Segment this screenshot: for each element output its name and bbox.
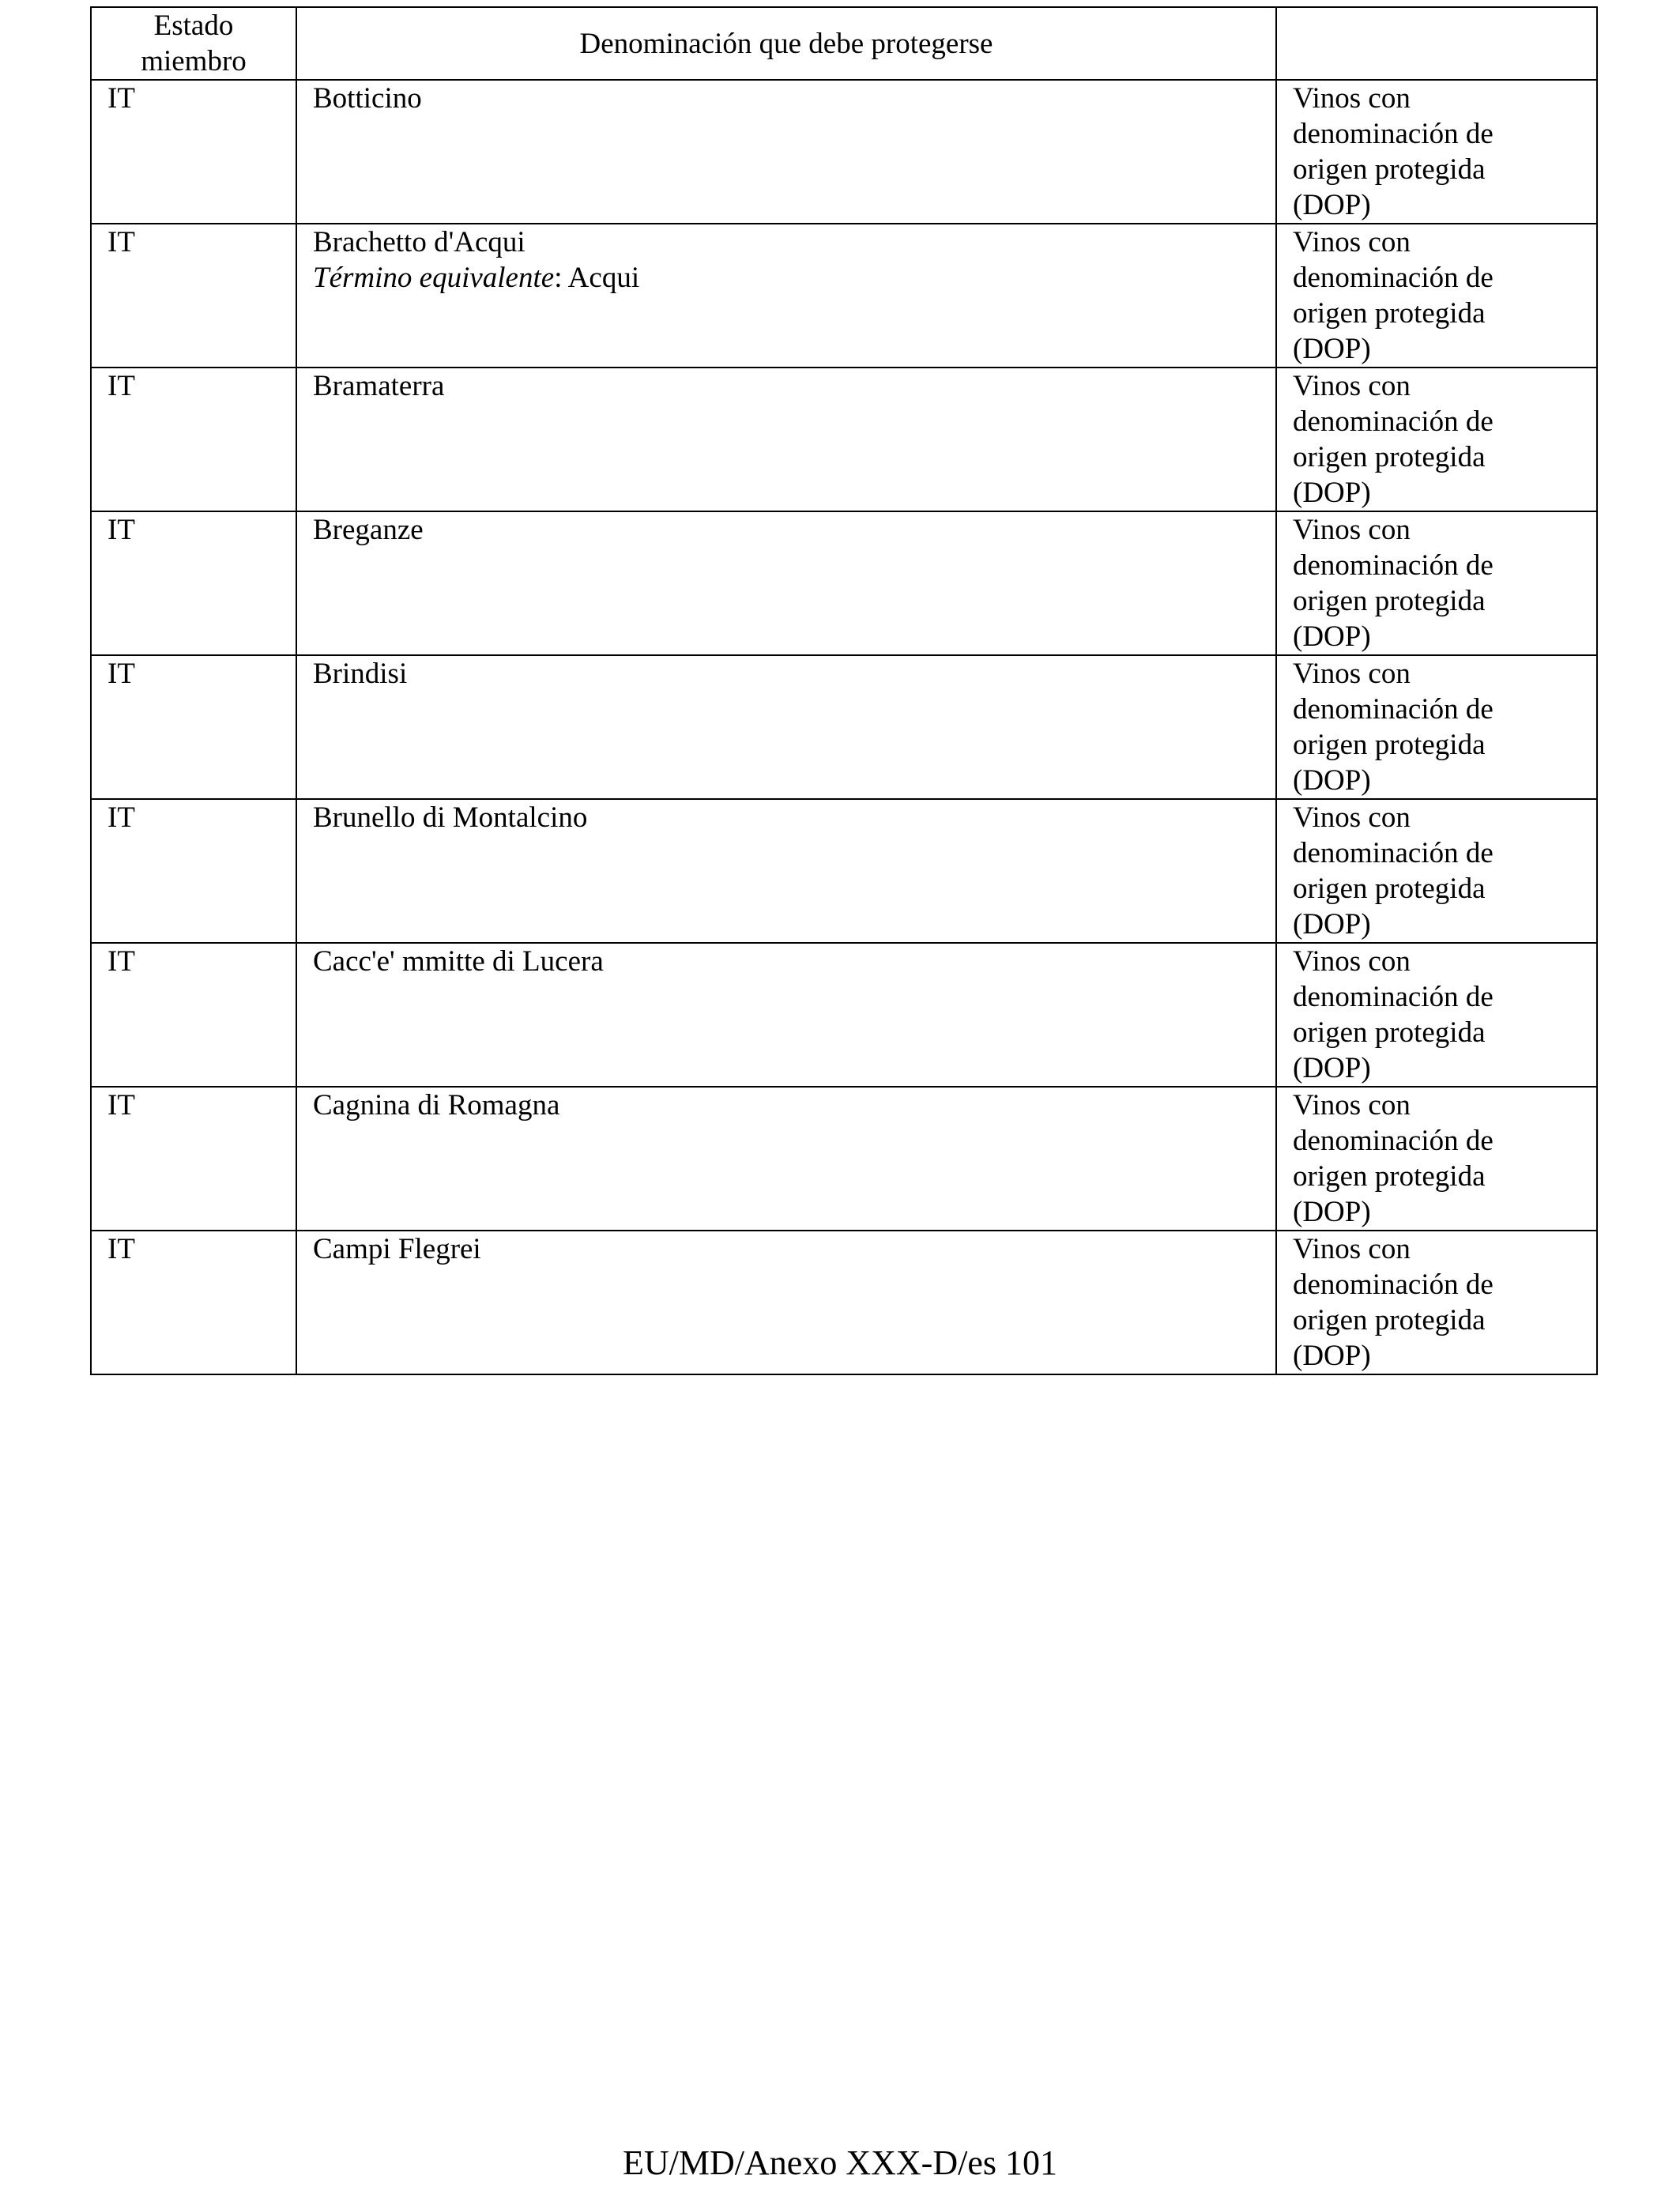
category-line: origen protegida bbox=[1293, 873, 1486, 905]
category-line: denominación de bbox=[1293, 405, 1494, 438]
table-row bbox=[91, 655, 1597, 799]
cell-member-state: IT bbox=[91, 511, 296, 655]
category-line: denominación de bbox=[1293, 262, 1494, 294]
cell-member-state: IT bbox=[91, 1231, 296, 1374]
table-row bbox=[91, 1231, 1597, 1374]
category-line: (DOP) bbox=[1293, 333, 1371, 365]
category-line: denominación de bbox=[1293, 837, 1494, 869]
category-line: origen protegida bbox=[1293, 153, 1486, 186]
equivalent-term bbox=[313, 260, 1260, 296]
category-line: Vinos con bbox=[1293, 1089, 1411, 1122]
category-line: denominación de bbox=[1293, 693, 1494, 726]
category-line: denominación de bbox=[1293, 1269, 1494, 1301]
category-line: (DOP) bbox=[1293, 1196, 1371, 1228]
header-member-state-line2: miembro bbox=[141, 45, 247, 77]
cell-denomination bbox=[296, 1087, 1276, 1231]
category-line: origen protegida bbox=[1293, 441, 1486, 473]
category-line: Vinos con bbox=[1293, 658, 1411, 690]
category-line: origen protegida bbox=[1293, 297, 1486, 330]
table-row bbox=[91, 511, 1597, 655]
denomination-name: Botticino bbox=[313, 82, 422, 115]
category-line: denominación de bbox=[1293, 118, 1494, 150]
category-line: Vinos con bbox=[1293, 514, 1411, 546]
cell-member-state: IT bbox=[91, 943, 296, 1087]
cell-category bbox=[1276, 943, 1597, 1087]
table-row bbox=[91, 1087, 1597, 1231]
equivalent-term-label: Término equivalente bbox=[313, 262, 555, 294]
cell-denomination bbox=[296, 368, 1276, 511]
category-line: (DOP) bbox=[1293, 1340, 1371, 1372]
table-row bbox=[91, 224, 1597, 368]
cell-denomination bbox=[296, 799, 1276, 943]
cell-denomination bbox=[296, 224, 1276, 368]
cell-member-state: IT bbox=[91, 368, 296, 511]
cell-denomination bbox=[296, 511, 1276, 655]
category-line: denominación de bbox=[1293, 1125, 1494, 1157]
header-member-state bbox=[91, 7, 296, 80]
category-line: (DOP) bbox=[1293, 1052, 1371, 1084]
table-row bbox=[91, 368, 1597, 511]
category-line: Vinos con bbox=[1293, 82, 1411, 115]
category-line: (DOP) bbox=[1293, 189, 1371, 221]
category-line: (DOP) bbox=[1293, 477, 1371, 509]
category-line: origen protegida bbox=[1293, 585, 1486, 617]
denomination-name: Campi Flegrei bbox=[313, 1233, 481, 1265]
category-line: origen protegida bbox=[1293, 1160, 1486, 1193]
table-row bbox=[91, 943, 1597, 1087]
table-row bbox=[91, 80, 1597, 224]
table-row bbox=[91, 799, 1597, 943]
denomination-name: Brunello di Montalcino bbox=[313, 801, 588, 834]
page-footer-reference: EU/MD/Anexo XXX-D/es 101 bbox=[623, 2143, 1057, 2182]
denominations-table bbox=[90, 6, 1598, 1375]
header-denomination: Denominación que debe protegerse bbox=[296, 7, 1276, 80]
category-line: (DOP) bbox=[1293, 908, 1371, 941]
cell-denomination bbox=[296, 1231, 1276, 1374]
cell-member-state: IT bbox=[91, 1087, 296, 1231]
cell-category bbox=[1276, 1231, 1597, 1374]
table-body bbox=[91, 80, 1597, 1374]
denomination-name: Brachetto d'Acqui bbox=[313, 226, 525, 258]
category-line: Vinos con bbox=[1293, 370, 1411, 402]
cell-member-state: IT bbox=[91, 80, 296, 224]
denomination-name: Brindisi bbox=[313, 658, 408, 690]
cell-denomination bbox=[296, 655, 1276, 799]
cell-category bbox=[1276, 511, 1597, 655]
category-line: denominación de bbox=[1293, 549, 1494, 582]
category-line: Vinos con bbox=[1293, 945, 1411, 978]
cell-category bbox=[1276, 80, 1597, 224]
cell-denomination bbox=[296, 80, 1276, 224]
cell-member-state: IT bbox=[91, 655, 296, 799]
denomination-name: Breganze bbox=[313, 514, 424, 546]
category-line: origen protegida bbox=[1293, 729, 1486, 761]
category-line: Vinos con bbox=[1293, 1233, 1411, 1265]
header-member-state-line1: Estado bbox=[153, 9, 234, 42]
cell-category bbox=[1276, 655, 1597, 799]
cell-denomination bbox=[296, 943, 1276, 1087]
cell-category bbox=[1276, 368, 1597, 511]
denomination-name: Cacc'e' mmitte di Lucera bbox=[313, 945, 604, 978]
equivalent-term-value: : Acqui bbox=[554, 262, 640, 294]
category-line: Vinos con bbox=[1293, 226, 1411, 258]
category-line: denominación de bbox=[1293, 981, 1494, 1013]
header-category bbox=[1276, 7, 1597, 80]
cell-category bbox=[1276, 799, 1597, 943]
cell-category bbox=[1276, 224, 1597, 368]
category-line: Vinos con bbox=[1293, 801, 1411, 834]
cell-category bbox=[1276, 1087, 1597, 1231]
category-line: (DOP) bbox=[1293, 620, 1371, 653]
denomination-name: Cagnina di Romagna bbox=[313, 1089, 560, 1122]
category-line: origen protegida bbox=[1293, 1304, 1486, 1336]
category-line: origen protegida bbox=[1293, 1016, 1486, 1049]
category-line: (DOP) bbox=[1293, 764, 1371, 797]
cell-member-state: IT bbox=[91, 224, 296, 368]
table-header-row bbox=[91, 7, 1597, 80]
cell-member-state: IT bbox=[91, 799, 296, 943]
denomination-name: Bramaterra bbox=[313, 370, 445, 402]
